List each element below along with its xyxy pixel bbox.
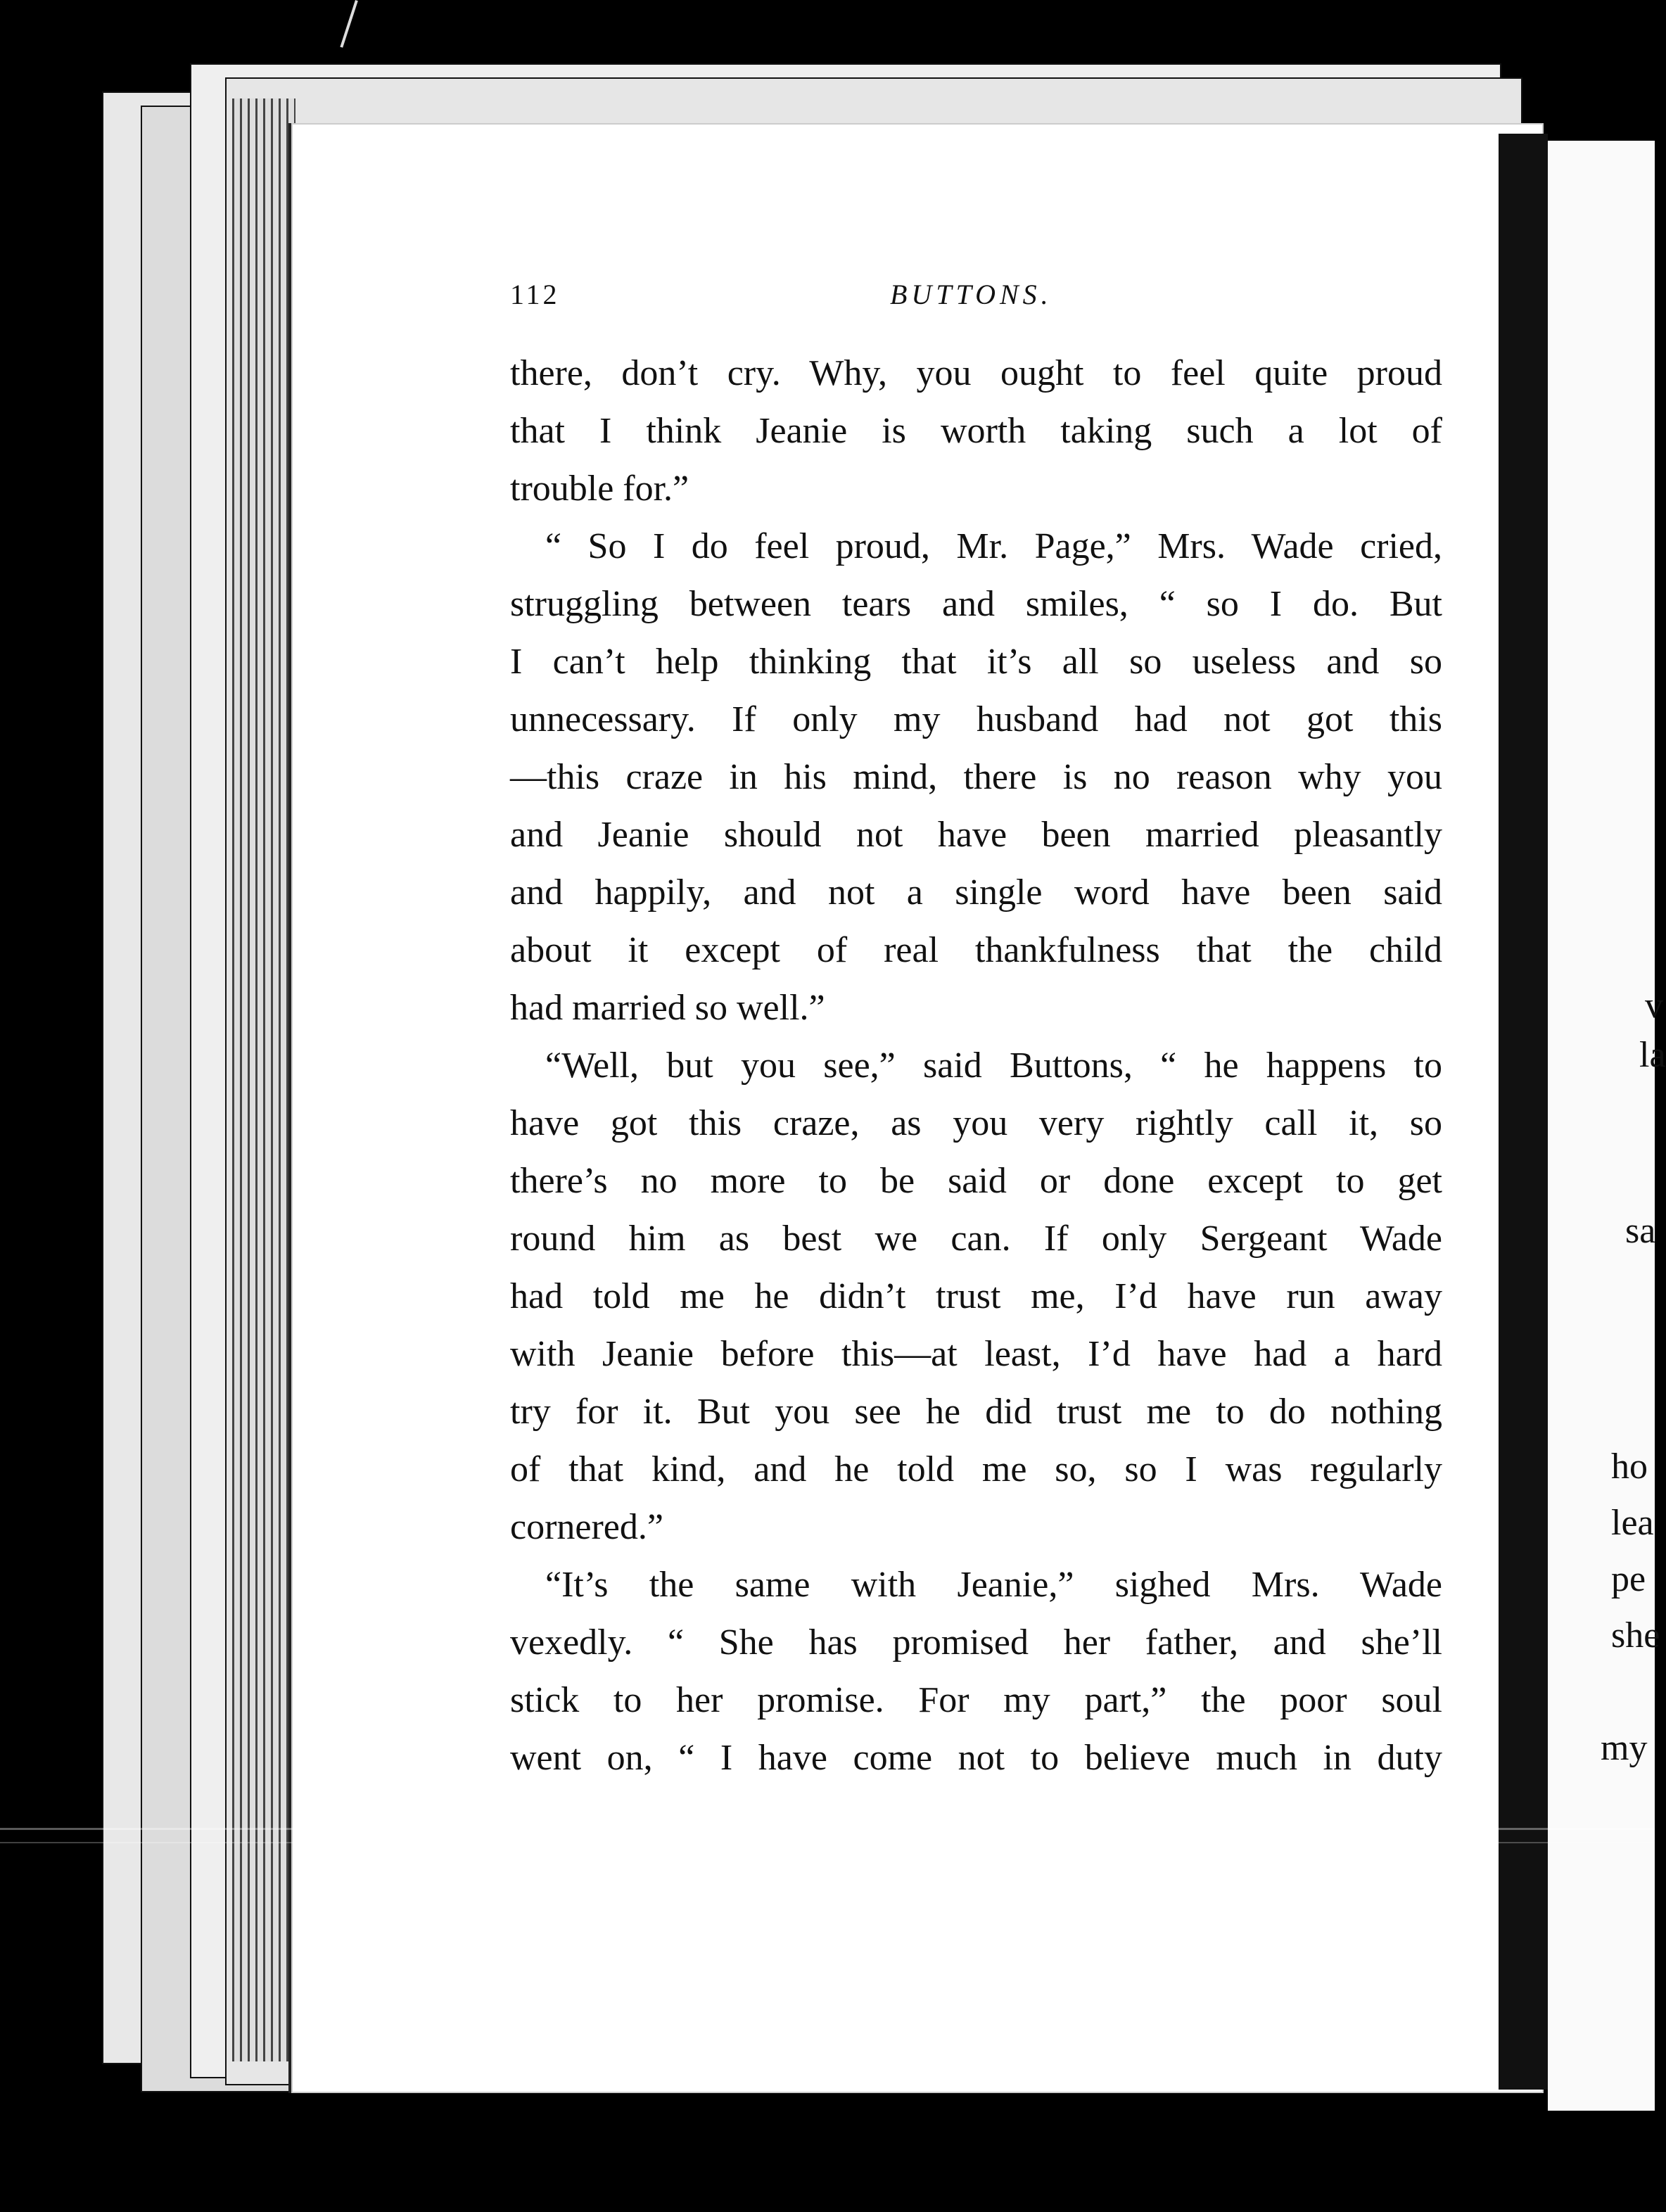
text-line: “Well, but you see,” said Buttons, “ he happens to — [545, 1045, 1442, 1086]
text-line: vexedly. “ She has promised her father, and she’ll — [510, 1622, 1442, 1663]
facing-page-fragment: my — [1601, 1728, 1648, 1768]
text-line: —this craze in his mind, there is no reason why you — [510, 757, 1442, 797]
facing-page-fragment: she — [1611, 1615, 1660, 1655]
scan-artifact-line — [0, 1828, 1655, 1830]
text-line: had told me he didn’t trust me, I’d have run away — [510, 1276, 1442, 1316]
text-line: of that kind, and he told me so, so I was regularly — [510, 1449, 1442, 1489]
text-line: unnecessary. If only my husband had not got this — [510, 699, 1442, 739]
facing-page-fragment: ho — [1611, 1447, 1648, 1487]
running-title: BUTTONS. — [890, 279, 1053, 310]
text-line: round him as best we can. If only Sergeant Wade — [510, 1219, 1442, 1259]
text-line: I can’t help thinking that it’s all so useless and so — [510, 642, 1442, 682]
page-header — [510, 278, 1439, 320]
page-edge-lines — [232, 98, 295, 2061]
text-line: cornered.” — [510, 1507, 663, 1547]
scan-artifact-line — [0, 1842, 1655, 1843]
text-line: and happily, and not a single word have been said — [510, 872, 1442, 913]
facing-page-fragment: sa — [1625, 1211, 1656, 1251]
body-text — [510, 345, 1442, 1787]
text-line: struggling between tears and smiles, “ so I do. But — [510, 584, 1442, 624]
text-line: stick to her promise. For my part,” the poor soul — [510, 1680, 1442, 1720]
text-line: had married so well.” — [510, 988, 825, 1028]
text-line: trouble for.” — [510, 469, 689, 509]
book-gutter — [1499, 134, 1548, 2090]
page-number: 112 — [510, 279, 560, 310]
facing-page-fragment: v — [1645, 986, 1663, 1026]
text-line: try for it. But you see he did trust me to do nothing — [510, 1392, 1442, 1432]
facing-page-fragment: lea — [1611, 1503, 1654, 1543]
facing-page-fragment: la — [1639, 1035, 1666, 1075]
text-line: have got this craze, as you very rightly call it, so — [510, 1103, 1442, 1143]
text-line: “It’s the same with Jeanie,” sighed Mrs. Wade — [545, 1565, 1442, 1605]
facing-page-fragment: pe — [1611, 1559, 1646, 1599]
text-line: with Jeanie before this—at least, I’d have had a hard — [510, 1334, 1442, 1374]
text-line: there’s no more to be said or done except to get — [510, 1161, 1442, 1201]
facing-page — [1548, 141, 1655, 2111]
text-line: went on, “ I have come not to believe much in duty — [510, 1738, 1442, 1778]
text-line: “ So I do feel proud, Mr. Page,” Mrs. Wade cried, — [545, 526, 1442, 566]
text-line: that I think Jeanie is worth taking such a lot of — [510, 411, 1442, 451]
scan-corner-mark — [340, 0, 357, 48]
text-line: about it except of real thankfulness that the child — [510, 930, 1442, 970]
text-line: and Jeanie should not have been married pleasantly — [510, 815, 1442, 855]
text-line: there, don’t cry. Why, you ought to feel quite proud — [510, 353, 1442, 393]
